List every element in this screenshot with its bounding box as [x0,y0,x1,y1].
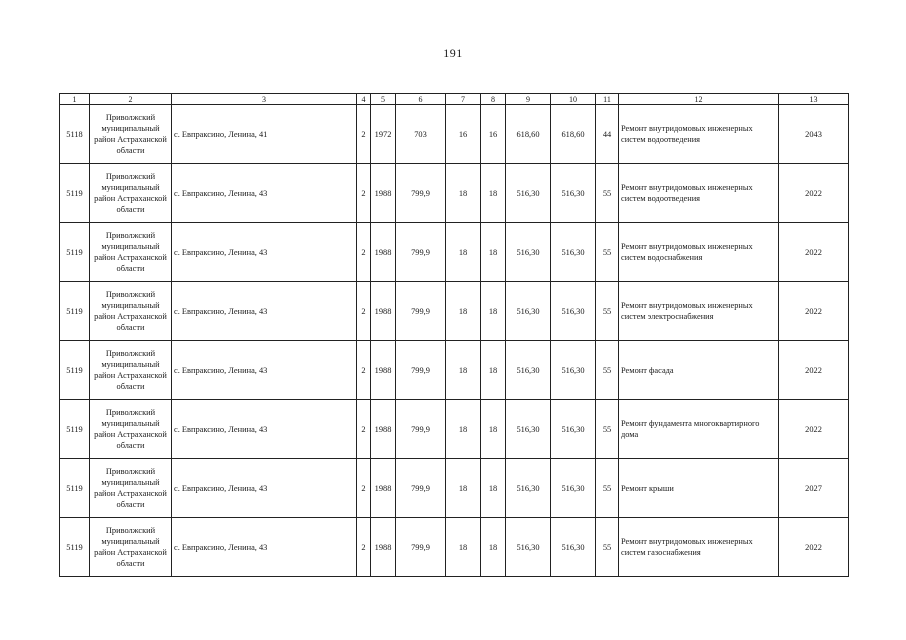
cell-col-10: 516,30 [551,400,596,459]
cell-col-11: 55 [596,459,619,518]
cell-col-7: 18 [446,282,481,341]
cell-plan-year: 2022 [779,518,849,577]
cell-year: 1988 [371,223,396,282]
cell-area-total: 799,9 [396,282,446,341]
cell-district: Приволжский муниципальный район Астраханской области [90,164,172,223]
cell-id: 5119 [60,164,90,223]
cell-col-7: 18 [446,164,481,223]
table-row [60,341,849,400]
cell-floors: 2 [357,105,371,164]
cell-district: Приволжский муниципальный район Астраханской области [90,282,172,341]
cell-col-7: 16 [446,105,481,164]
cell-col-7: 18 [446,341,481,400]
cell-area-total: 799,9 [396,400,446,459]
cell-plan-year: 2022 [779,164,849,223]
table-row [60,459,849,518]
cell-id: 5119 [60,459,90,518]
table-row [60,164,849,223]
cell-address: с. Евпраксино, Ленина, 43 [172,400,357,459]
column-number-4: 4 [357,94,371,105]
cell-district: Приволжский муниципальный район Астраханской области [90,400,172,459]
column-number-10: 10 [551,94,596,105]
cell-id: 5119 [60,341,90,400]
table-row [60,282,849,341]
cell-col-11: 55 [596,282,619,341]
cell-work-type: Ремонт фундамента многоквартирного дома [619,400,779,459]
cell-year: 1988 [371,164,396,223]
cell-area-total: 799,9 [396,459,446,518]
cell-col-9: 516,30 [506,518,551,577]
cell-year: 1988 [371,518,396,577]
cell-floors: 2 [357,518,371,577]
cell-col-8: 18 [481,400,506,459]
cell-address: с. Евпраксино, Ленина, 43 [172,282,357,341]
cell-col-9: 516,30 [506,223,551,282]
column-number-row [60,94,849,105]
cell-col-9: 516,30 [506,459,551,518]
cell-year: 1972 [371,105,396,164]
cell-address: с. Евпраксино, Ленина, 43 [172,518,357,577]
cell-col-8: 18 [481,518,506,577]
cell-district: Приволжский муниципальный район Астраханской области [90,341,172,400]
column-number-9: 9 [506,94,551,105]
cell-area-total: 799,9 [396,518,446,577]
column-number-3: 3 [172,94,357,105]
column-number-2: 2 [90,94,172,105]
cell-floors: 2 [357,282,371,341]
cell-col-8: 18 [481,164,506,223]
column-number-1: 1 [60,94,90,105]
cell-col-8: 18 [481,282,506,341]
cell-col-7: 18 [446,223,481,282]
table-row [60,400,849,459]
cell-work-type: Ремонт внутридомовых инженерных систем газоснабжения [619,518,779,577]
column-number-7: 7 [446,94,481,105]
cell-plan-year: 2022 [779,341,849,400]
cell-col-11: 55 [596,400,619,459]
cell-year: 1988 [371,459,396,518]
cell-area-total: 799,9 [396,341,446,400]
column-number-11: 11 [596,94,619,105]
cell-area-total: 799,9 [396,223,446,282]
cell-work-type: Ремонт внутридомовых инженерных систем водоотведения [619,105,779,164]
cell-col-9: 516,30 [506,400,551,459]
cell-floors: 2 [357,341,371,400]
cell-col-10: 516,30 [551,341,596,400]
cell-col-11: 55 [596,164,619,223]
cell-col-9: 618,60 [506,105,551,164]
cell-address: с. Евпраксино, Ленина, 43 [172,459,357,518]
cell-id: 5119 [60,282,90,341]
cell-col-10: 516,30 [551,518,596,577]
cell-address: с. Евпраксино, Ленина, 43 [172,341,357,400]
cell-year: 1988 [371,400,396,459]
cell-col-7: 18 [446,518,481,577]
cell-col-11: 44 [596,105,619,164]
column-number-12: 12 [619,94,779,105]
table-body [60,94,849,577]
cell-floors: 2 [357,459,371,518]
cell-work-type: Ремонт внутридомовых инженерных систем водоснабжения [619,223,779,282]
column-number-5: 5 [371,94,396,105]
cell-year: 1988 [371,341,396,400]
cell-floors: 2 [357,223,371,282]
cell-col-8: 18 [481,459,506,518]
cell-col-7: 18 [446,459,481,518]
cell-col-8: 16 [481,105,506,164]
cell-col-8: 18 [481,223,506,282]
cell-col-10: 618,60 [551,105,596,164]
cell-col-9: 516,30 [506,164,551,223]
table-row [60,223,849,282]
cell-district: Приволжский муниципальный район Астраханской области [90,223,172,282]
column-number-13: 13 [779,94,849,105]
column-number-6: 6 [396,94,446,105]
cell-work-type: Ремонт фасада [619,341,779,400]
table-row [60,105,849,164]
table-row [60,518,849,577]
cell-id: 5118 [60,105,90,164]
cell-col-11: 55 [596,223,619,282]
cell-col-11: 55 [596,341,619,400]
cell-floors: 2 [357,400,371,459]
cell-id: 5119 [60,400,90,459]
cell-col-7: 18 [446,400,481,459]
cell-col-11: 55 [596,518,619,577]
cell-address: с. Евпраксино, Ленина, 43 [172,223,357,282]
registry-table [59,93,849,577]
cell-year: 1988 [371,282,396,341]
cell-col-9: 516,30 [506,341,551,400]
cell-area-total: 799,9 [396,164,446,223]
cell-col-9: 516,30 [506,282,551,341]
cell-work-type: Ремонт крыши [619,459,779,518]
cell-col-8: 18 [481,341,506,400]
cell-work-type: Ремонт внутридомовых инженерных систем электроснабжения [619,282,779,341]
cell-district: Приволжский муниципальный район Астраханской области [90,518,172,577]
cell-plan-year: 2027 [779,459,849,518]
column-number-8: 8 [481,94,506,105]
cell-district: Приволжский муниципальный район Астраханской области [90,105,172,164]
cell-col-10: 516,30 [551,223,596,282]
cell-id: 5119 [60,223,90,282]
cell-district: Приволжский муниципальный район Астраханской области [90,459,172,518]
cell-plan-year: 2022 [779,282,849,341]
page-number: 191 [443,46,463,60]
cell-area-total: 703 [396,105,446,164]
cell-col-10: 516,30 [551,282,596,341]
cell-plan-year: 2022 [779,223,849,282]
cell-col-10: 516,30 [551,164,596,223]
cell-id: 5119 [60,518,90,577]
cell-address: с. Евпраксино, Ленина, 43 [172,164,357,223]
cell-plan-year: 2043 [779,105,849,164]
cell-work-type: Ремонт внутридомовых инженерных систем водоотведения [619,164,779,223]
cell-floors: 2 [357,164,371,223]
cell-address: с. Евпраксино, Ленина, 41 [172,105,357,164]
cell-plan-year: 2022 [779,400,849,459]
cell-col-10: 516,30 [551,459,596,518]
